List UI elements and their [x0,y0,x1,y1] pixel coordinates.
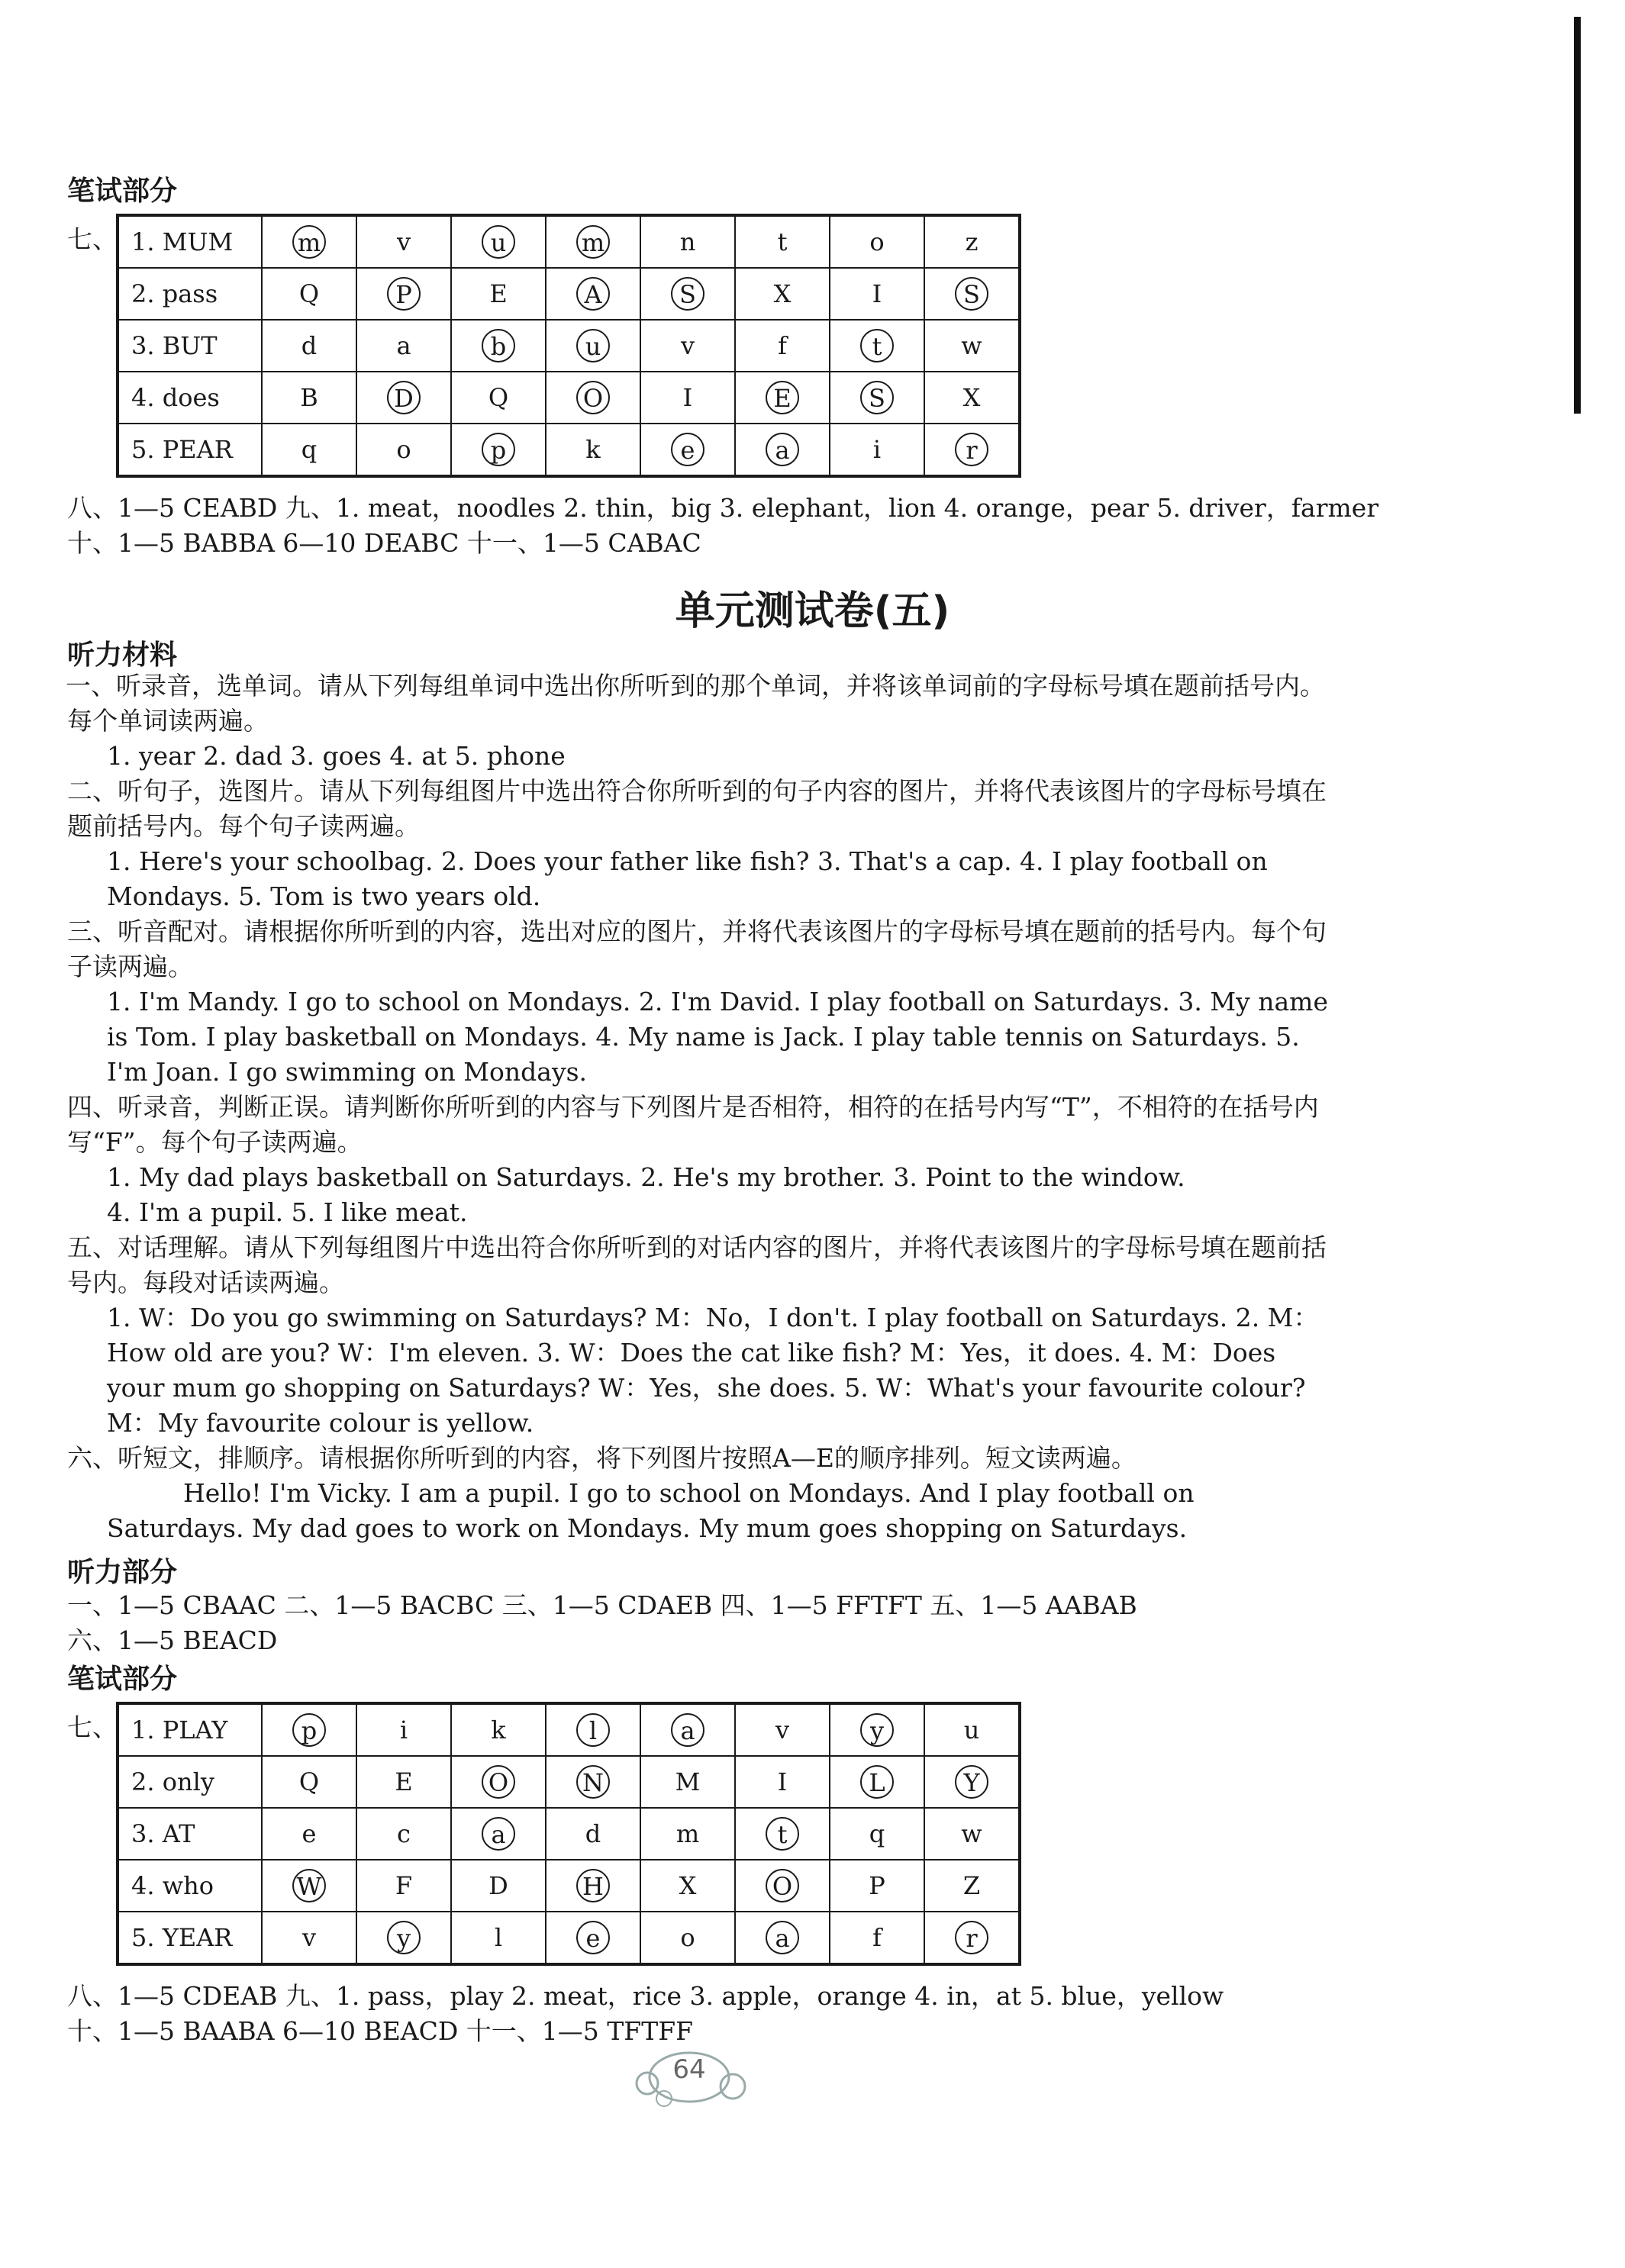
grid-letter-cell [356,1703,451,1756]
grid-letter-cell [640,424,735,476]
grid-letter-cell [262,320,356,372]
grid-letter-cell [546,1860,640,1912]
grid-row [118,1860,1020,1912]
circled-letter: D [387,381,421,414]
grid-letter-cell [735,268,830,320]
grid-letter-cell [830,268,924,320]
grid-letter-cell [546,1756,640,1808]
grid-letter-cell [735,1860,830,1912]
letter: c [397,1819,411,1848]
circled-letter: O [766,1869,799,1902]
letter: v [396,227,411,256]
grid-letter-cell [735,372,830,424]
grid-letter-cell [546,1703,640,1756]
listening-answers-line-2: 六、1—5 BEACD [67,1625,278,1655]
listening-answers-heading: 听力部分 [67,1557,178,1588]
grid-letter-cell [830,1860,924,1912]
grid-letter-cell [451,320,546,372]
grid-letter-cell [924,1808,1020,1860]
letter: Z [962,1871,981,1900]
grid-letter-cell [640,372,735,424]
circled-letter: a [766,1921,799,1954]
letter: M [675,1767,701,1796]
circled-letter: O [482,1765,515,1799]
grid-letter-cell [924,372,1020,424]
grid-letter-cell [735,1808,830,1860]
grid-letter-cell [924,268,1020,320]
letter: o [396,435,411,464]
grid-letter-cell [262,268,356,320]
circled-letter: L [860,1765,894,1799]
letter: I [872,279,882,308]
circled-letter: O [576,381,610,414]
letter: l [494,1923,503,1952]
letter: q [301,435,318,464]
letter: Q [298,1767,320,1796]
question-1-items: 1. year 2. dad 3. goes 4. at 5. phone [107,741,566,771]
written-heading-2: 笔试部分 [67,1664,178,1695]
grid-letter-cell [640,1860,735,1912]
grid-letter-cell [451,1860,546,1912]
grid-letter-cell [735,320,830,372]
grid-letter-cell [451,215,546,268]
circled-letter: a [671,1713,704,1747]
question-3-items: 1. I'm Mandy. I go to school on Mondays. 2. I'm David. I play football on Saturdays. 3. My name is Tom. I play basketball on Mondays. 4. My name is Jack. I play table tennis on Saturdays. 5. I'm Joan. I go swimming on Mondays. [107,987,1329,1087]
grid-letter-cell [262,215,356,268]
scan-edge-bar [1574,17,1581,414]
circled-letter: a [482,1817,515,1851]
page-number-badge [624,2044,754,2112]
circled-letter: r [955,1921,988,1954]
grid-letter-cell [262,372,356,424]
listening-materials-heading: 听力材料 [67,639,178,671]
letter: v [775,1715,790,1744]
letter: E [395,1767,413,1796]
grid-letter-cell [356,1912,451,1964]
circled-letter: a [766,433,799,466]
letter: i [872,435,882,464]
letter: a [396,331,411,360]
circled-letter: Y [955,1765,988,1799]
circled-letter: b [482,329,515,362]
answers-10-11-line-1: 十、1—5 BABBA 6—10 DEABC 十一、1—5 CABAC [67,528,701,558]
grid-letter-cell [451,1703,546,1756]
grid-letter-cell [451,1756,546,1808]
grid-letter-cell [640,320,735,372]
question-2-instruction: 二、听句子，选图片。请从下列每组图片中选出符合你所听到的句子内容的图片，并将代表该图片的字母标号填在题前括号内。每个句子读两遍。 [67,776,1327,841]
question-7-label-1: 七、 [67,224,118,254]
letter: k [491,1715,506,1744]
letter: D [488,1871,508,1900]
grid-letter-cell [735,215,830,268]
grid-letter-cell [735,1912,830,1964]
grid-letter-cell [830,1912,924,1964]
grid-letter-cell [830,215,924,268]
grid-letter-cell [546,268,640,320]
letter: o [680,1923,695,1952]
letter: u [963,1715,980,1744]
grid-word-cell: 1. MUM [118,215,262,268]
grid-letter-cell [830,1756,924,1808]
letter: w [961,1819,982,1848]
grid-letter-cell [356,1756,451,1808]
grid-letter-cell [546,424,640,476]
grid-letter-cell [356,215,451,268]
grid-row [118,215,1020,268]
circled-letter: p [482,433,515,466]
question-4-items-a: 1. My dad plays basketball on Saturdays. 2. He's my brother. 3. Point to the window. [107,1162,1185,1192]
grid-row [118,1912,1020,1964]
grid-row [118,424,1020,476]
letter: f [872,1923,882,1952]
grid-letter-cell [640,1808,735,1860]
letter: Q [298,279,320,308]
circled-letter: S [860,381,894,414]
letter: X [679,1871,697,1900]
grid-letter-cell [640,1756,735,1808]
grid-row [118,1756,1020,1808]
circled-letter: m [576,225,610,259]
question-4-instruction: 四、听录音，判断正误。请判断你所听到的内容与下列图片是否相符，相符的在括号内写“T”，不相符的在括号内写“F”。每个句子读两遍。 [67,1092,1319,1157]
question-1-instruction: 一、听录音，选单词。请从下列每组单词中选出你所听到的那个单词，并将该单词前的字母标号填在题前括号内。每个单词读两遍。 [66,671,1325,736]
letter: f [778,331,787,360]
letter: i [399,1715,408,1744]
circled-letter: l [576,1713,610,1747]
grid-letter-cell [356,320,451,372]
grid-letter-cell [451,268,546,320]
letter: I [777,1767,788,1796]
question-6-instruction: 六、听短文，排顺序。请根据你所听到的内容，将下列图片按照A—E的顺序排列。短文读两遍。 [67,1443,1137,1473]
letter: F [395,1871,413,1900]
circled-letter: p [292,1713,326,1747]
circled-letter: y [387,1921,421,1954]
grid-letter-cell [830,320,924,372]
grid-letter-cell [924,1703,1020,1756]
letter: q [869,1819,885,1848]
grid-letter-cell [830,372,924,424]
grid-letter-cell [640,1703,735,1756]
question-7-label-2: 七、 [67,1712,118,1742]
grid-letter-cell [924,215,1020,268]
grid-letter-cell [735,424,830,476]
grid-letter-cell [924,424,1020,476]
letter: d [585,1819,601,1848]
answers-10-11-line-2: 十、1—5 BAABA 6—10 BEACD 十一、1—5 TFTFF [67,2016,694,2046]
question-5-items: 1. W：Do you go swimming on Saturdays? M：No，I don't. I play football on Saturdays. 2. M：How old are you? W：I'm eleven. 3. W：Does the cat like fish? M：Yes，it does. 4. M：Does your mum go shopping on Saturdays? W：Yes，she does. 5. W：What's your favourite colour? M：My favourite colour is yellow. [107,1303,1319,1438]
circled-letter: e [671,433,704,466]
grid-row [118,320,1020,372]
letter: m [675,1819,700,1848]
circled-letter: t [860,329,894,362]
letter-grid-2 [116,1702,1021,1966]
circled-letter: W [292,1869,326,1902]
grid-letter-cell [830,1703,924,1756]
grid-letter-cell [924,1756,1020,1808]
letter: z [965,227,979,256]
grid-letter-cell [735,1756,830,1808]
answers-8-9-line-2: 八、1—5 CDEAB 九、1. pass，play 2. meat，rice 3. apple，orange 4. in，at 5. blue，yellow [67,1981,1224,2011]
grid-letter-cell [356,372,451,424]
grid-letter-cell [735,1703,830,1756]
circled-letter: A [576,277,610,311]
grid-word-cell: 5. PEAR [118,424,262,476]
circled-letter: u [482,225,515,259]
circled-letter: y [860,1713,894,1747]
grid-letter-cell [262,1808,356,1860]
letter: v [301,1923,317,1952]
grid-word-cell: 2. only [118,1756,262,1808]
grid-word-cell: 5. YEAR [118,1912,262,1964]
grid-row [118,1703,1020,1756]
unit-title: 单元测试卷(五) [675,588,950,634]
grid-letter-cell [451,424,546,476]
question-3-instruction: 三、听音配对。请根据你所听到的内容，选出对应的图片，并将代表该图片的字母标号填在题前的括号内。每个句子读两遍。 [67,917,1327,981]
listening-answers-line-1: 一、1—5 CBAAC 二、1—5 BACBC 三、1—5 CDAEB 四、1—5 FFTFT 五、1—5 AABAB [67,1590,1137,1620]
circled-letter: E [766,381,799,414]
grid-word-cell: 3. BUT [118,320,262,372]
grid-letter-cell [546,320,640,372]
grid-letter-cell [262,1703,356,1756]
grid-letter-cell [640,215,735,268]
letter: X [962,383,981,412]
letter: o [869,227,885,256]
circled-letter: S [955,277,988,311]
circled-letter: u [576,329,610,362]
grid-letter-cell [546,215,640,268]
grid-letter-cell [640,1912,735,1964]
letter: P [869,1871,885,1900]
grid-letter-cell [262,1860,356,1912]
grid-letter-cell [830,424,924,476]
letter: B [300,383,318,412]
grid-letter-cell [924,1860,1020,1912]
grid-letter-cell [356,424,451,476]
grid-letter-cell [356,1808,451,1860]
circled-letter: m [292,225,326,259]
letter: Q [488,383,509,412]
grid-letter-cell [451,1912,546,1964]
grid-row [118,268,1020,320]
grid-letter-cell [924,320,1020,372]
letter: w [961,331,982,360]
grid-word-cell: 2. pass [118,268,262,320]
letter: e [301,1819,317,1848]
circled-letter: S [671,277,704,311]
grid-letter-cell [924,1912,1020,1964]
letter: X [773,279,792,308]
grid-word-cell: 4. does [118,372,262,424]
grid-letter-cell [451,372,546,424]
letter: v [680,331,695,360]
circled-letter: N [576,1765,610,1799]
circled-letter: r [955,433,988,466]
letter: d [301,331,318,360]
grid-letter-cell [356,1860,451,1912]
answers-8-9-line-1: 八、1—5 CEABD 九、1. meat，noodles 2. thin，big 3. elephant，lion 4. orange，pear 5. driver，farmer [67,493,1379,523]
letter: k [585,435,601,464]
grid-word-cell: 4. who [118,1860,262,1912]
letter: I [682,383,693,412]
grid-letter-cell [262,424,356,476]
written-heading-1: 笔试部分 [67,176,178,207]
letter-grid-1 [116,214,1021,478]
circled-letter: e [576,1921,610,1954]
grid-letter-cell [830,1808,924,1860]
grid-letter-cell [451,1808,546,1860]
grid-row [118,372,1020,424]
grid-word-cell: 3. AT [118,1808,262,1860]
grid-letter-cell [356,268,451,320]
grid-letter-cell [546,372,640,424]
grid-letter-cell [546,1808,640,1860]
letter: E [489,279,508,308]
question-6-passage: Hello! I'm Vicky. I am a pupil. I go to school on Mondays. And I play football on Saturdays. My dad goes to work on Mondays. My mum goes shopping on Saturdays. [107,1478,1195,1543]
question-5-instruction: 五、对话理解。请从下列每组图片中选出符合你所听到的对话内容的图片，并将代表该图片的字母标号填在题前括号内。每段对话读两遍。 [67,1232,1327,1297]
circled-letter: t [766,1817,799,1851]
letter: t [777,227,788,256]
question-2-items: 1. Here's your schoolbag. 2. Does your father like fish? 3. That's a cap. 4. I play football on Mondays. 5. Tom is two years old. [107,846,1268,911]
question-4-items-b: 4. I'm a pupil. 5. I like meat. [107,1197,468,1227]
grid-letter-cell [546,1912,640,1964]
circled-letter: P [387,277,421,311]
page-number: 64 [672,2054,706,2085]
grid-row [118,1808,1020,1860]
grid-letter-cell [640,268,735,320]
letter: n [679,227,696,256]
grid-letter-cell [262,1912,356,1964]
grid-word-cell: 1. PLAY [118,1703,262,1756]
grid-letter-cell [262,1756,356,1808]
circled-letter: H [576,1869,610,1902]
